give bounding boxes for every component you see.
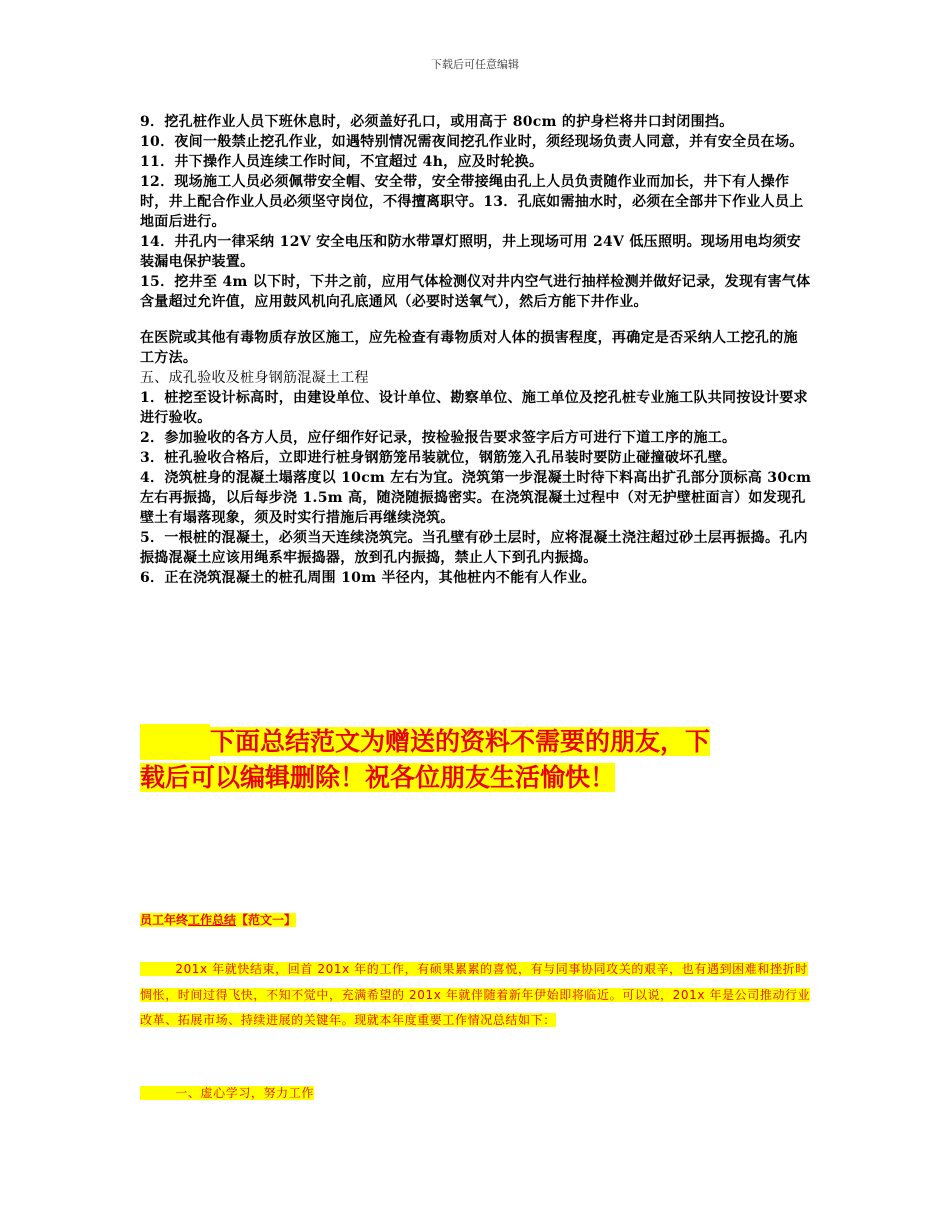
promo-notice: [140, 724, 800, 796]
paragraph-step-4: 4．浇筑桩身的混凝土塌落度以 10cm 左右为宜。浇筑第一步混凝土时待下料高出扩孔部分顶标高 30cm 左右再振捣，以后每步浇 1.5m 高，随浇随振捣密实。在浇筑混凝土过程中（对无护壁桩面言）如发现孔壁土有塌落现象，须及时实行措施后再继续浇筑。: [140, 470, 812, 526]
essay-title-prefix: 员工年终: [140, 913, 189, 927]
essay-title: [140, 911, 820, 928]
essay-paragraph-text: 201x 年就快结束，回首 201x 年的工作，有硕果累累的喜悦，有与同事协同攻关的艰辛，也有遇到困难和挫折时惆怅，时间过得飞快，不知不觉中，充满希望的 201x 年就伴随着新年伊始即将临近。可以说，201x 年是公司推动行业改革、拓展市场、持续进展的关键年。现就本年度重要工作情况总结如下：: [140, 962, 811, 1028]
essay-paragraph: [140, 957, 820, 1034]
document-body-lower: [140, 328, 812, 588]
paragraph-step-6: 6．正在浇筑混凝土的桩孔周围 10m 半径内，其他桩内不能有人作业。: [140, 570, 596, 586]
paragraph-step-2: 2．参加验收的各方人员，应仔细作好记录，按检验报告要求签字后方可进行下道工序的施工。: [140, 430, 737, 446]
promo-line-2: [140, 760, 800, 796]
essay-title-suffix: 【范文一】: [236, 913, 297, 927]
promo-line-1-text: 下面总结范文为赠送的资料不需要的朋友，下: [210, 727, 711, 756]
paragraph-item-14: 14．井孔内一律采纳 12V 安全电压和防水带罩灯照明，井上现场可用 24V 低压照明。现场用电均须安装漏电保护装置。: [140, 234, 801, 270]
section-heading-5: 五、成孔验收及桩身钢筋混凝土工程: [140, 370, 369, 386]
paragraph-item-10-11: 10．夜间一般禁止挖孔作业，如遇特别情况需夜间挖孔作业时，须经现场负责人同意，并有安全员在场。11．井下操作人员连续工作时间，不宜超过 4h，应及时轮换。: [140, 134, 804, 170]
document-body-upper: [140, 112, 812, 312]
essay-paragraph-indent: [140, 962, 175, 976]
promo-line-1: [140, 724, 800, 760]
essay-subheading-indent: [140, 1086, 175, 1100]
page-header: 下载后可任意编辑: [431, 58, 519, 71]
paragraph-step-1: 1．桩挖至设计标高时，由建设单位、设计单位、勘察单位、施工单位及挖孔桩专业施工队共同按设计要求进行验收。: [140, 390, 808, 426]
promo-line-2-text: 载后可以编辑删除！祝各位朋友生活愉快！: [140, 763, 616, 792]
essay-subheading: [140, 1084, 820, 1101]
paragraph-item-12-13: 12．现场施工人员必须佩带安全帽、安全带，安全带接绳由孔上人员负责随作业而加长，井下有人操作时，井上配合作业人员必须坚守岗位，不得擅离职守。13．孔底如需抽水时，必须在全部井下作业人员上地面后进行。: [140, 174, 804, 230]
paragraph-item-9: 9．挖孔桩作业人员下班休息时，必须盖好孔口，或用高于 80cm 的护身栏将井口封闭围挡。: [140, 114, 734, 130]
promo-indent-highlight: [140, 724, 210, 760]
paragraph-item-15: 15．挖井至 4m 以下时，下井之前，应用气体检测仪对井内空气进行抽样检测并做好记录，发现有害气体含量超过允许值，应用鼓风机向孔底通风（必要时送氧气），然后方能下井作业。: [140, 274, 811, 310]
paragraph-step-3: 3．桩孔验收合格后，立即进行桩身钢筋笼吊装就位，钢筋笼入孔吊装时要防止碰撞破坏孔壁。: [140, 450, 737, 466]
paragraph-hospital-note: 在医院或其他有毒物质存放区施工，应先检查有毒物质对人体的损害程度，再确定是否采纳人工挖孔的施工方法。: [140, 330, 798, 366]
essay-title-link[interactable]: 工作总结: [188, 913, 237, 927]
essay-subheading-text: 一、虚心学习，努力工作: [175, 1086, 314, 1100]
paragraph-step-5: 5．一根桩的混凝土，必须当天连续浇筑完。当孔壁有砂土层时，应将混凝土浇注超过砂土层再振捣。孔内振捣混凝土应该用绳系牢振捣器，放到孔内振捣，禁止人下到孔内振捣。: [140, 530, 808, 566]
